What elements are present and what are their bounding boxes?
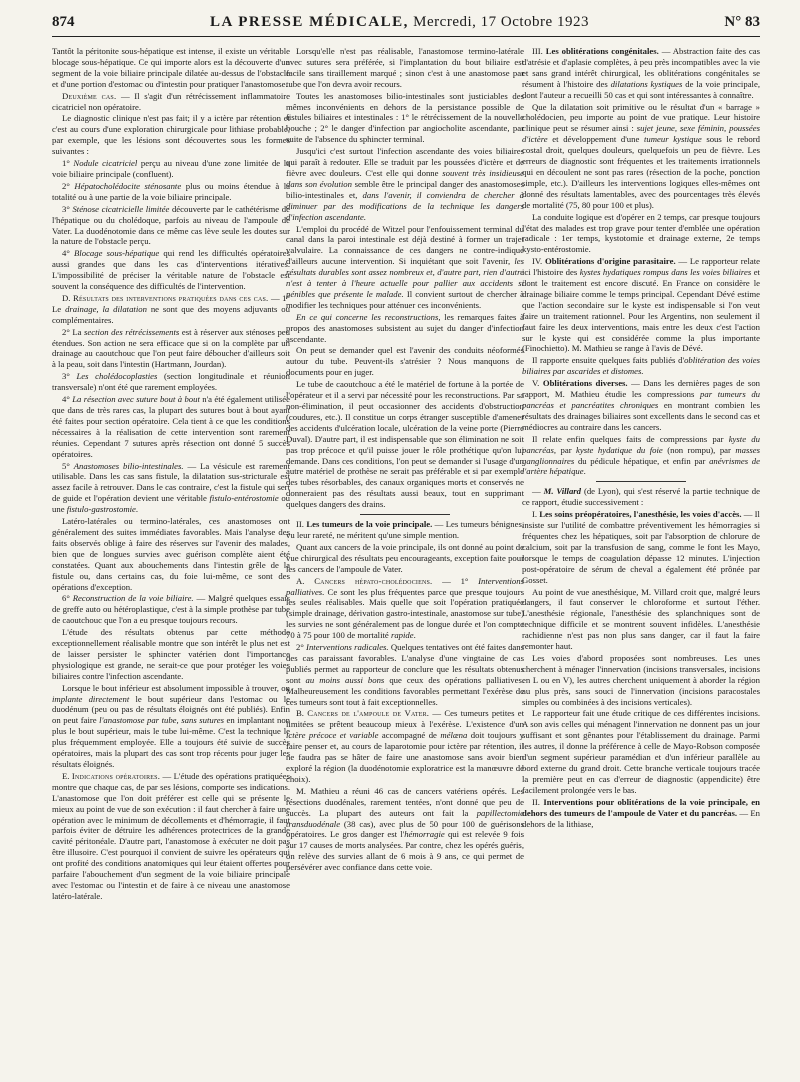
text-run: M. Villard [543,486,582,497]
text-run: semble être le principal danger des anastomoses bilio-intestinales et, [286,178,524,200]
text-run: implante directement [52,693,130,704]
text-run: — En dehors de la lithiase, [522,807,760,829]
section-heading-text: Cancers hépato-cholédociens. [314,575,433,586]
text-run: En ce qui concerne les reconstructions [296,311,439,322]
text-run: ou une [52,493,290,515]
text-run: 5° [62,460,74,471]
text-run: 6° [62,593,73,604]
text-run: Il rapporte ensuite quelques faits publiés d' [532,355,685,366]
text-run: Il convient surtout de chercher à modifier les techniques pour atténuer ces inconvénients. [286,288,524,310]
paragraph [522,797,760,830]
issue-number: N° 83 [724,14,760,30]
text-run: Sténose cicatricielle limitée [72,203,170,214]
bold-heading-text: Oblitérations d'origine parasitaire. [545,256,676,267]
text-run: Que la dilatation soit primitive ou le résultat d'un « barrage » cholédocien, peu importe au point de vue pratique. Leur histoire clinique peut se résumer ainsi : [522,101,760,134]
text-run: . [135,504,139,515]
text-run: — Malgré quelques essais de greffe auto ou hétéroplastique, c'est à la simple prothèse par tube de caoutchouc que l'on a eu presque toujours recours. [52,593,290,626]
column-left [52,46,290,1076]
text-run: masses ganglionnaires [522,444,760,466]
text-run: 3° [62,203,73,214]
text-run: B. [296,708,308,719]
section-heading-text: Deuxième cas. [62,90,117,101]
text-run: fistulo-entérostomie [209,493,279,504]
paragraph [52,371,290,393]
text-run: Hépatocholédocite sténosante [74,180,182,191]
paragraph [52,771,290,902]
text-run: III. [532,46,546,56]
paragraph [286,46,524,90]
section-rule [596,481,686,482]
paragraph [286,576,524,641]
text-run: mélæna [440,730,468,741]
paragraph [52,394,290,459]
paragraph [522,509,760,585]
text-run: On peut se demander quel est l'avenir des conduits néoformés autour du tube. Peuvent-ils s'atrésier ? Nous manquons de documents pour en juger. [286,345,524,378]
text-run: section des rétrécissements [84,326,180,337]
text-run: dans l'avenir, il conviendra de chercher à diminuer par des modifications de la technique les dangers d'infection ascendante. [286,189,524,222]
text-run: Au point de vue anesthésique, M. Villard croit que, malgré leurs dangers, il faut conserver le chloroforme et surtout l'éther. L'anesthésie régionale, l'anesthésie des splanchniques sont de technique difficile et se montrent souvent infidèles. L'anesthésie rachidienne n'est pas non plus sans danger, car il faut la faire remonter haut. [522,586,760,652]
text-run: II. [296,519,307,530]
paragraph [52,461,290,516]
text-run: IV. [532,256,545,267]
column-right [522,46,760,1076]
paragraph [522,355,760,377]
paragraph [522,708,760,795]
paragraph [286,542,524,575]
text-run: La conduite logique est d'opérer en 2 temps, car presque toujours l'état des malades est trop grave pour tenter d'emblée une opération radicale : 1er temps, kystotomie et drainage externe, 2e temps kysto-entérostomie. [522,211,760,255]
paragraph [52,516,290,592]
text-run: sous le rebord costal droit, quelques douleurs, quelquefois un peu de fièvre. Les erreurs de diagnostic sont fréquentes et les traitements irrationnels qui en découlent ne sont pas rares (résection de la poche, ponction simple, etc.). D'ailleurs les interventions logiques elles-mêmes ont donné des résultats lamentables, avec des pourcentages très élevés de mortalité (75, 80 pour 100 et plus). [522,134,760,210]
text-run: tumeur kystique [643,134,702,145]
text-run: — Les tumeurs bénignes, vu leur rareté, ne méritent qu'une simple mention. [286,519,524,540]
paragraph [52,627,290,682]
paragraph [52,248,290,292]
text-run: découverte par le cathétérisme de l'hépatique ou du cholédoque, parfois au niveau de l'ampoule de Vater. La duodénotomie dans ce même cas lève seule les doutes sur la nature de l'obstacle perçu. [52,203,290,247]
paragraph [52,293,290,326]
paragraph [522,212,760,256]
text-run: 1° [62,158,74,169]
text-run: (de Lyon), qui s'est réservé la partie technique de ce rapport, étudie successivement : [522,486,760,508]
text-run: I. [532,509,540,520]
bold-heading-text: Oblitérations diverses. [542,378,628,389]
text-run: 3° [62,371,77,382]
paragraph [286,91,524,146]
text-run: est à réserver aux sténoses peu étendues. Son action ne sera efficace que si on la complète par un drainage au caoutchouc que l'on peut faire déboucher d'ailleurs soit à la peau, soit dans l'intestin (Hartmann, Jourdan). [52,326,290,370]
section-rule [360,514,450,515]
text-run: en montrant combien les résultats des drainages biliaires sont excellents dans le second cas et médiocres au contraire dans les cancers. [522,400,760,432]
paragraph [522,102,760,211]
text-run: 2° [62,180,75,191]
text-run: en implantant non plus le bout supérieur, mais le tube lui-même. C'est la technique le plus fréquemment employée. Elle a toujours été suivie de succès opératoires, mais la plupart des cas sont trop récents pour juger les résultats éloignés. [52,715,290,769]
text-run: — Ces tumeurs petites et limitées se prêtent beaucoup mieux à l'exérèse. L'existence d'un [286,708,524,730]
text-run: de la voie principale, dont l'auteur a recueilli 50 cas et qui sont intéressantes à connaître. [522,78,760,100]
page-number: 874 [52,14,75,30]
text-run: Latéro-latérales ou termino-latérales, ces anastomoses ont généralement des suites immédiates favorables. Mais l'analyse des faits observés oblige à faire des réserves sur l'avenir des malades, bien que de longues survies avec guérison complète aient été constatées. Quant aux abouchements dans l'intestin grêle de la fistule ou, dans certains cas, du foie lui-même, ce sont des opérations d'exception. [52,516,290,592]
text-run: II. [532,796,544,807]
paragraph [286,786,524,873]
text-run: dilatations kystiques [610,78,683,89]
text-run: . [413,630,416,641]
text-run: oblitération des voies biliaires par ascarides et distomes. [522,355,760,377]
paragraph [522,378,760,433]
text-run: plus ou moins étendue à la totalité ou à une partie de la voie biliaire principale. [52,180,290,202]
bold-heading-text: Interventions pour oblitérations de la voie principale, en dehors des tumeurs de l'ampoule de Vater et du pancréas. [522,796,760,818]
bold-heading-text: Les tumeurs de la voie principale. [306,519,433,530]
bold-heading-text: Les soins préopératoires, l'anesthésie, les voies d'accès. [539,509,742,520]
text-run: M. Mathieu a réuni 46 cas de cancers vatériens opérés. Les résections duodénales, rarement tentées, n'ont donné que peu de succès. La plupart des auteurs ont fait la [286,785,524,818]
text-run: , par [553,444,577,455]
text-run: souvent très insidieuse dans son évolution [286,167,524,189]
text-run: — L'étude des opérations pratiquées montre que chaque cas, de par ses lésions, comporte ses indications. L'anastomose que l'on doit préférer est celle qui se présente le mieux au point de vue de son exécution : il faut chercher à faire une opération avec le minimum de décollements et d'hémorragie, il faut parfois éviter de détruire les adhérences protectrices de la grande cavité péritonéale. D'autre part, l'anastomose à exécuter ne doit pas être illusoire. C'est pourquoi il convient de suivre les opérateurs qui ont profité des conditions anatomiques qui leur étaient offertes pour parfaire l'abouchement d'un segment de la voie biliaire principale avec l'estomac ou l'intestin et de faire à ce niveau une anastomose latéro-latérale. [52,770,290,901]
text-run: — Il s'agit d'un rétrécissement inflammatoire cicatriciel non opératoire. [52,90,290,112]
text-run: perçu au niveau d'une zone limitée de la voie biliaire principale (confluent). [52,158,290,179]
text-run: Interventions palliatives. [286,575,524,597]
text-run: Les cholédocoplasties [76,371,158,382]
paragraph [286,312,524,345]
paragraph [52,683,290,770]
text-run: — 1° [432,575,479,586]
text-run: kystes hydatiques rompus dans les voies biliaires [579,267,752,278]
text-run: ne sont que des moyens adjuvants ou complémentaires. [52,303,290,325]
text-run: qui rend les difficultés opératoires aussi grandes que dans les cas d'interventions itératives. L'impossibilité de préciser la véritable nature de l'obstacle est souvent la conséquence des difficultés de l'intervention. [52,248,290,292]
text-run: L'étude des résultats obtenus par cette méthode exceptionnellement réalisable montre que son intérêt le plus net est de laisser persister le sphincter vatérien dont l'importance physiologique est grande, ne serait-ce que pour protéger les voies biliaires contre l'infection ascendante. [52,627,290,681]
text-run: Le tube de caoutchouc a été le matériel de fortune à la portée de l'opérateur et il a servi par nécessité pour les reconstructions. Par sa non-élimination, il peut occasionner des accidents d'obstruction (coudures, etc.). Il constitue un corps étranger susceptible d'amener des accidents d'ulcération locale, ulcération de la veine porte (Pierre Duval). D'autre part, il est indispensable que son élimination ne soit pas trop précoce et qu'il puisse jouer le rôle prothétique qu'on lui demande. Dans ces conditions, l'on peut se demander si l'usage d'un autre matériel de prothèse ne serait pas préférable et si par exemple des tubes résorbables, des canaux organiques morts et conservés ne donneraient pas des résultats aussi beaux, tout en supprimant quelques dangers des drains. [286,379,524,510]
text-run: Lorsqu'elle n'est pas réalisable, l'anastomose termino-latérale avec sutures sera préférée, si l'implantation du bout biliaire est facile sans tiraillement marqué ; sinon c'est à une anastomose par tube que l'on devra avoir recours. [286,46,524,89]
text-run: que ceux des opérations palliatives. Malheureusement les conditions favorables permettant l'exérèse de ces tumeurs sont tout à fait exceptionnelles. [286,674,524,707]
text-run: le bout supérieur dans l'estomac ou le duodénum (peu ou pas de résultats éloignés ont été publiés). Enfin on peut faire [52,693,290,726]
paragraph [286,642,524,707]
text-run: Anastomoses bilio-intestinales. [73,460,184,471]
section-heading-text: Résultats des interventions pratiquées dans ces cas. [72,292,269,303]
text-run: Nodule cicatriciel [73,158,138,169]
text-run: — Il insiste sur l'utilité de combattre préventivement les hémorragies si fréquentes chez les hépatiques, soit par l'absorption de chlorure de calcium, soit par la transfusion de sang, comme le font les Mayo, lorsque le temps de coagulation dépasse 12 minutes. L'injection post-opératoire de sérum de cheval a également été prônée par Gosset. [522,509,760,585]
text-run: Reconstruction de la voie biliaire. [72,593,194,604]
paragraph [52,181,290,203]
text-run: hémorragie [404,829,445,840]
text-run: kyste hydatique du foie [576,444,663,455]
paragraph [522,486,760,508]
text-run: doit toujours y faire penser et, au cours de laparotomie pour ictère par rétention, il ne faudra pas se hâter de faire une anastomose sans avoir bien exploré la région (la duodénotomie exploratrice est la manœuvre de choix). [286,730,524,784]
section-heading-text: Indications opératoires. [71,770,161,781]
text-run: les résultats durables sont assez nombreux et, d'autre part, rien d'autre n'est à tenter à l'heure actuelle pour pallier aux accidents si pénibles que présente le malade. [286,256,524,299]
text-run: A. [296,575,315,586]
paragraph [522,587,760,652]
page-header [52,14,760,37]
text-run: papillectomie transduodénale [286,807,524,829]
text-run: Les voies d'abord proposées sont nombreuses. Les unes cherchent à ménager l'innervation (incisions transversales, incisions en L ou en V), les autres cherchent uniquement à aborder la région au plus près, sans souci de l'innervation (incisions paracostales simples ou combinées à des incisions verticales). [522,652,760,707]
text-run: Il relate enfin quelques faits de compressions par [532,433,729,444]
text-run: — 1° Le [52,292,290,314]
text-run: qui est relevée 9 fois sur 17 causes de morts analysées. Par contre, chez les opérés guéris, on relève des survies allant de 6 mois à 9 ans, ce qui permet de persévérer avec confiance dans cette voie. [286,829,524,873]
paragraph [522,653,760,708]
text-run: 4° [62,394,73,405]
text-run: 4° [62,248,74,259]
text-run: anévrismes de l'artère hépatique [522,455,760,477]
paragraph [522,434,760,478]
bold-heading-text: Les oblitérations congénitales. [545,46,659,56]
text-run: et développement d'une [547,134,644,145]
paragraph [52,91,290,113]
issue-date: Mercredi, 17 Octobre 1923 [413,14,589,30]
text-run: Jusqu'ici c'est surtout l'infection ascendante des voies biliaires qui paraît à redouter. Elle se traduit par les poussées d'ictère et de fièvre avec douleurs. C'est elle qui donne [286,146,524,178]
text-run: Lorsque le bout inférieur est absolument impossible à trouver, on [62,682,290,693]
text-run: (non rompu), par [662,444,736,455]
text-run: — Le rapporteur relate ici l'histoire des [522,256,760,278]
text-run: V. [532,378,543,389]
paragraph [522,46,760,101]
section-heading-text: Cancers de l'ampoule de Vater. [307,708,430,719]
text-run: Quelques tentatives ont été faites dans des cas paraissant favorables. L'analyse d'une vingtaine de cas publiés permet au rapporteur de conclure que les résultats obtenus sont [286,642,524,685]
text-run: rapide [390,630,414,641]
paragraph [286,708,524,784]
text-run: Toutes les anastomoses bilio-intestinales sont justiciables des mêmes inconvénients en dehors de la persistance possible de fistules biliaires et intestinales : 1° le rétrécissement de la nouvelle bouche ; 2° le danger d'infection par angiocholite ascendante, par suite de l'absence du sphincter terminal. [286,90,524,145]
text-run: (38 cas), avec plus de 50 pour 100 de guérisons opératoires. Le gros danger est l' [286,818,524,840]
paragraph [286,519,524,541]
text-run: Ce sont les plus fréquentes parce que presque toujours les seules réalisables. Mais quelle que soit l'opération pratiquée (simple drainage, dérivation gastro-intestinale, anastomose sur tube) les survies ne sont généralement pas de longue durée et l'on compte 70 à 75 pour 100 de mortalité [286,586,524,641]
text-run: E. [62,770,72,781]
text-run: Tantôt la péritonite sous-hépatique est intense, il existe un véritable blocage sous-hépatique. Ce qui importe alors est la découverte d'un segment de la voie biliaire principale dilatée au-dessus de l'obstacle et d'une portion d'estomac ou d'intestin pour pratiquer l'anastomose. [52,46,290,89]
paragraph [286,224,524,311]
text-run: (section longitudinale et réunion transversale) n'ont été que rarement employées. [52,371,290,393]
paragraph [52,204,290,248]
paragraph [52,158,290,180]
text-run: D. [62,292,73,303]
text-run: fistulo-gastrostomie [66,504,136,515]
text-run: l'anastomose par tube, sans sutures [99,715,225,726]
text-run: — La vésicule est rarement utilisable. Dans les cas sans fistule, la dilatation sus-stricturale est assez facile à retrouver. Dans le cas contraire, c'est la fistule qui sert de guide et l'opération devient une véritable [52,460,290,504]
text-run: accompagné de [378,730,441,741]
paragraph [52,593,290,626]
text-run: — [532,486,544,497]
text-run: n'a été également utilisée que dans de très rares cas, la plupart des sutures bout à bout ayant été faites pour section opératoire. Cela tient à ce que les conditions nécessaires à la réalisation de cette intervention sont rarement réunies. Cependant 7 sutures après résection ont donné 5 succès opératoires. [52,394,290,459]
text-run: Quant aux cancers de la voie principale, ils ont donné au point de vue chirurgical des résultats peu encourageants, exception faite pour les cancers de l'ampoule de Vater. [286,541,524,574]
paragraph [52,46,290,90]
text-run: — Abstraction faite des cas d'atrésie et d'aplasie complètes, à peu près incompatibles avec la vie et sans grand intérêt chirurgical, les oblitérations congénitales se résument à l'histoire des [522,46,760,89]
text-run: kyste du pancréas [522,433,760,455]
text-run: par tumeurs du pancréas et pancréatites chroniques [522,389,760,410]
text-run: La résection avec suture bout à bout [72,394,200,405]
text-run: 2° [296,642,307,653]
paragraph [52,113,290,157]
text-run: Le diagnostic clinique n'est pas fait; il y a ictère par rétention et c'est au cours d'une exploration chirurgicale pour lithiase probable, par exemple, que les lésions sont découvertes sous les formes suivantes : [52,113,290,157]
paragraph [286,345,524,378]
text-run: Le rapporteur fait une étude critique de ces différentes incisions. A son avis celles qui ménagent l'innervation ne donnent pas un jour suffisant et sont gênantes pour l'établissement du drainage. Parmi les autres, il donne la préférence à celle de Mayo-Robson composée d'un segment supérieur paramédian et d'un inférieur parallèle au bord externe du grand droit. Cette branche verticale toujours tracée la première peut en cas d'erreur de diagnostic (appendicite) être facilement prolongée vers le bas. [522,708,760,795]
text-run: Blocage sous-hépatique [74,248,160,259]
running-title [210,14,589,31]
text-run: . [583,466,586,477]
paragraph [286,146,524,222]
text-run: 2° La [62,326,85,337]
text-run: au moins aussi bons [305,674,385,685]
text-run: ictère précoce et variable [286,730,379,741]
journal-title: LA PRESSE MÉDICALE, [209,14,409,30]
column-middle [286,46,524,1076]
text-run: L'emploi du procédé de Witzel pour l'enfouissement terminal du canal dans la paroi intestinale est déjà destiné à former un trajet valvulaire. La connaissance de ces dangers ne contre-indique d'ailleurs aucune intervention. Si inquiétant que soit l'avenir, [286,223,524,267]
text-run: drainage, la dilatation [65,303,147,314]
paragraph [52,327,290,371]
text-run: Interventions radicales. [306,642,389,653]
paragraph [286,379,524,510]
text-run: du pédicule hépatique, et enfin par [574,455,710,466]
paragraph [522,256,760,354]
text-run: sujet jeune, sexe féminin, poussées d'ictère [522,123,760,145]
text-run: et dont le traitement est encore discuté. En France on considère le drainage biliaire comme le temps principal. Cependant Dévé estime que l'action secondaire sur le kyste est indispensable si l'on veut faire un traitement rationnel. Pour les Argentins, non seulement il faut faire les deux interventions, mais entre les deux c'est l'action sur le kyste qui est considérée comme la plus importante (Finochietto). M. Mathieu se range à l'avis de Dévé. [522,267,760,354]
text-run: — Dans les dernières pages de son rapport, M. Mathieu étudie les compressions [522,378,760,400]
text-run: , les remarques faites à propos des anastomoses subsistent au sujet du danger d'infection ascendante. [286,311,524,344]
